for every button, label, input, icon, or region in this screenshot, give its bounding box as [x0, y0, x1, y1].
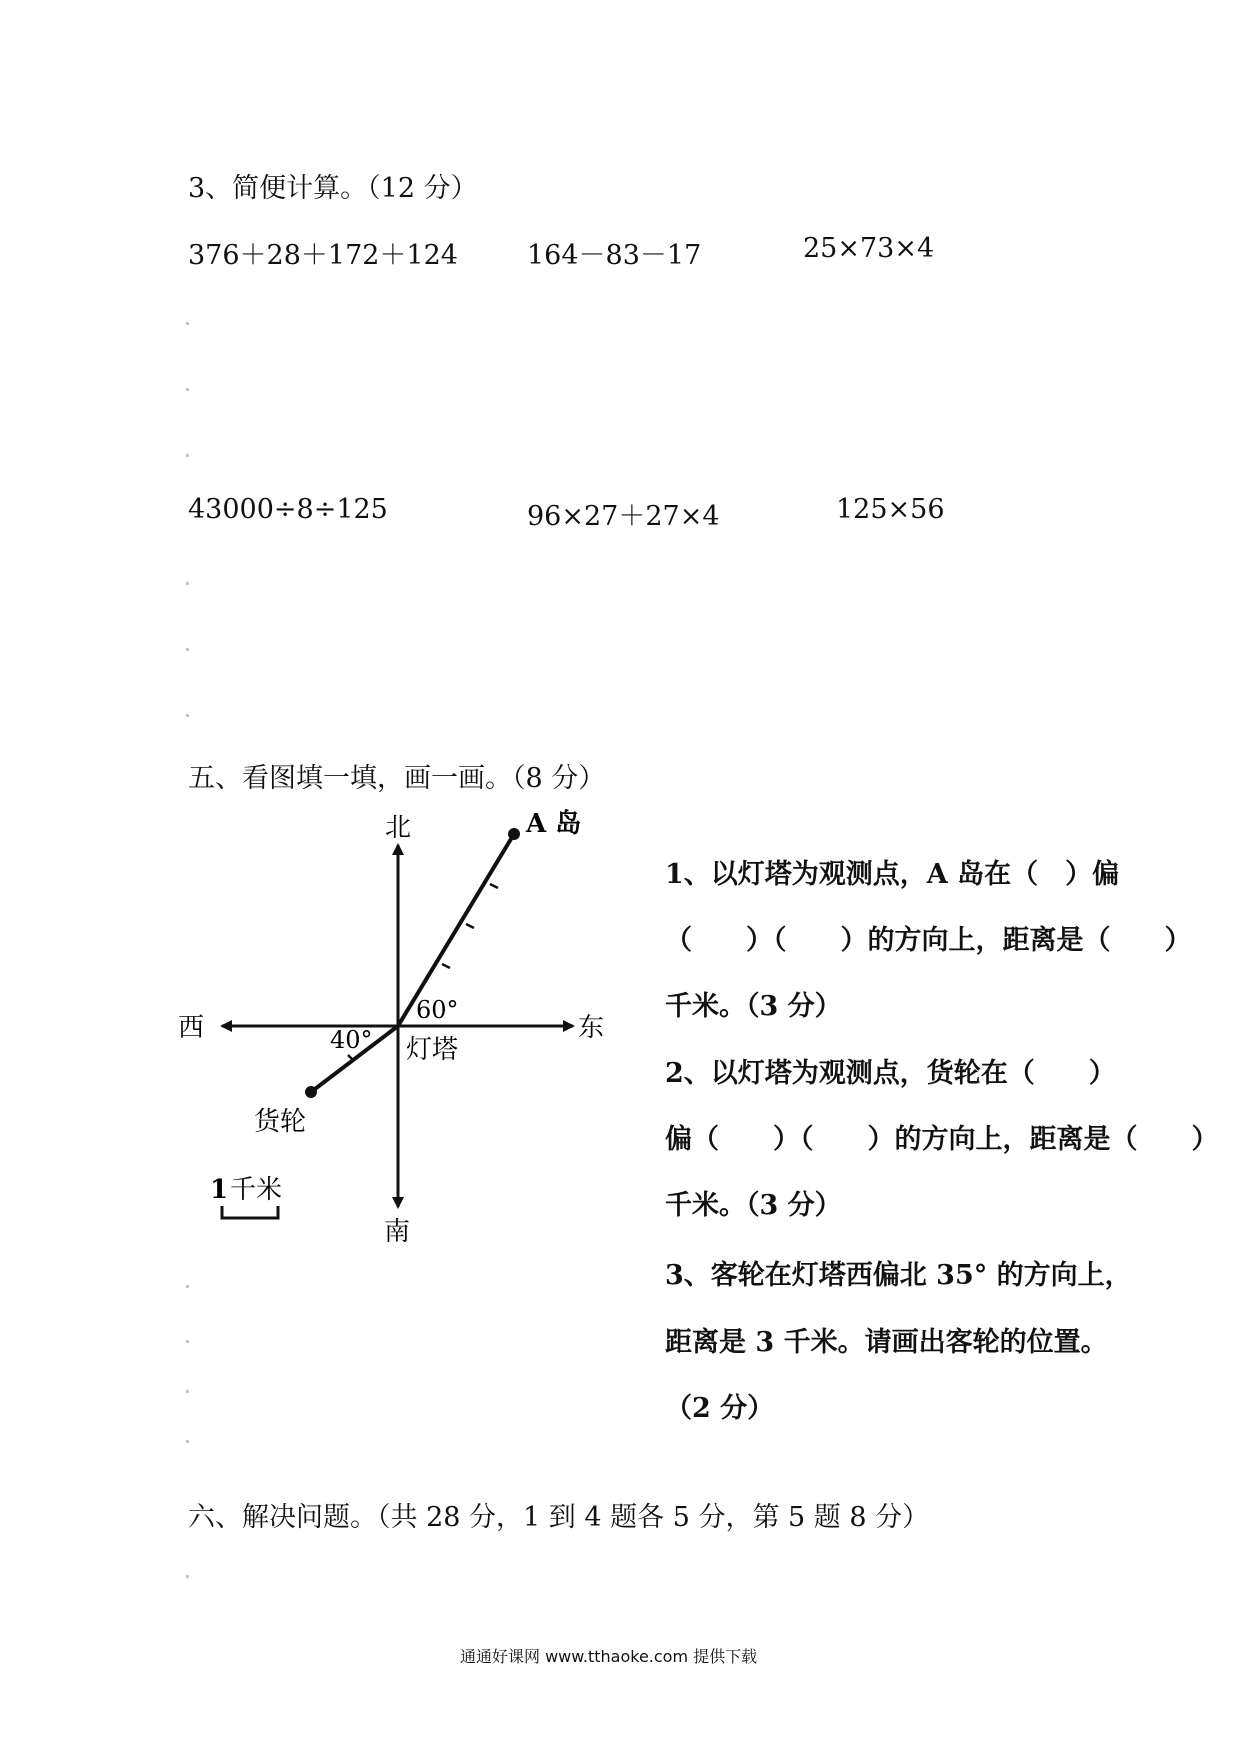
- lighthouse-label: 灯塔: [406, 1035, 459, 1065]
- tick-mark: [490, 884, 498, 888]
- section3-heading: 3、简便计算。（12 分）: [188, 173, 478, 204]
- island-label: A 岛: [526, 809, 582, 839]
- scale-unit: 千米: [230, 1175, 283, 1205]
- expression: 376＋28＋172＋124: [188, 240, 458, 271]
- scan-dot: [186, 714, 189, 717]
- section5-heading: 五、看图填一填，画一画。（8 分）: [188, 763, 606, 794]
- question-line: （ ）（ ）的方向上，距离是（ ）: [665, 925, 1192, 956]
- question-line: （2 分）: [665, 1393, 775, 1424]
- question-line: 偏（ ）（ ）的方向上，距离是（ ）: [665, 1124, 1219, 1155]
- island-point: [508, 828, 520, 840]
- scan-dot: [186, 1285, 189, 1288]
- scan-dot: [186, 322, 189, 325]
- scan-dot: [186, 454, 189, 457]
- west-label: 西: [178, 1013, 205, 1043]
- scan-dot: [186, 648, 189, 651]
- scan-dot: [186, 1340, 189, 1343]
- scan-dot: [186, 1390, 189, 1393]
- direction-diagram: [170, 800, 630, 1260]
- east-label: 东: [578, 1013, 605, 1043]
- scan-dot: [186, 582, 189, 585]
- footer-text: 通通好课网 www.tthaoke.com 提供下载: [460, 1647, 758, 1666]
- scale-bar: [222, 1206, 278, 1218]
- scan-dot: [186, 1440, 189, 1443]
- question-line: 1、以灯塔为观测点，A 岛在（ ）偏: [665, 859, 1120, 890]
- south-label: 南: [384, 1217, 411, 1247]
- ship-point: [305, 1086, 317, 1098]
- question-line: 距离是 3 千米。请画出客轮的位置。: [665, 1327, 1108, 1358]
- question-line: 2、以灯塔为观测点，货轮在（ ）: [665, 1058, 1116, 1089]
- section6-heading: 六、解决问题。（共 28 分，1 到 4 题各 5 分，第 5 题 8 分）: [188, 1502, 930, 1533]
- question-line: 3、客轮在灯塔西偏北 35° 的方向上，: [665, 1260, 1132, 1291]
- expression: 25×73×4: [803, 233, 935, 264]
- angle-ship-label: 40°: [330, 1026, 373, 1054]
- tick-mark: [442, 964, 450, 968]
- angle-island-label: 60°: [416, 996, 459, 1024]
- expression: 164－83－17: [527, 240, 702, 271]
- north-label: 北: [385, 813, 412, 843]
- question-line: 千米。（3 分）: [665, 991, 842, 1022]
- ship-label: 货轮: [254, 1107, 307, 1137]
- scan-dot: [186, 1575, 189, 1578]
- expression: 125×56: [836, 494, 945, 525]
- tick-mark: [466, 924, 474, 928]
- scan-dot: [186, 388, 189, 391]
- expression: 43000÷8÷125: [188, 494, 388, 525]
- expression: 96×27＋27×4: [527, 501, 720, 532]
- question-line: 千米。（3 分）: [665, 1190, 842, 1221]
- scale-number: 1: [210, 1175, 229, 1205]
